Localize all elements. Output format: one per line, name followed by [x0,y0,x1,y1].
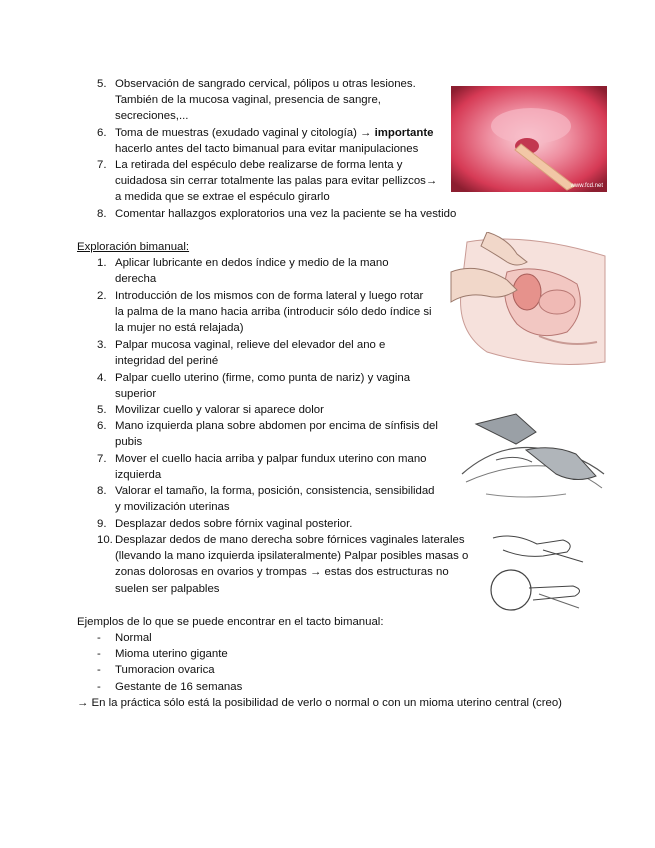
examples-heading: Ejemplos de lo que se puede encontrar en el tacto bimanual: [77,616,384,628]
section-heading-bimanual: Exploración bimanual: [77,241,190,253]
bimanual-anatomy-illustration [447,232,607,372]
examples-note: → En la práctica sólo está la posibilidad de verlo o normal o con un mioma uterino central (creo) [77,697,562,709]
emphasis-important: importante [374,127,434,139]
bimanual-hands-drawing [456,404,608,512]
watermark: www.fcd.net [570,183,603,189]
cervix-speculum-photo [451,86,607,192]
ovary-palpation-drawing [483,528,593,620]
